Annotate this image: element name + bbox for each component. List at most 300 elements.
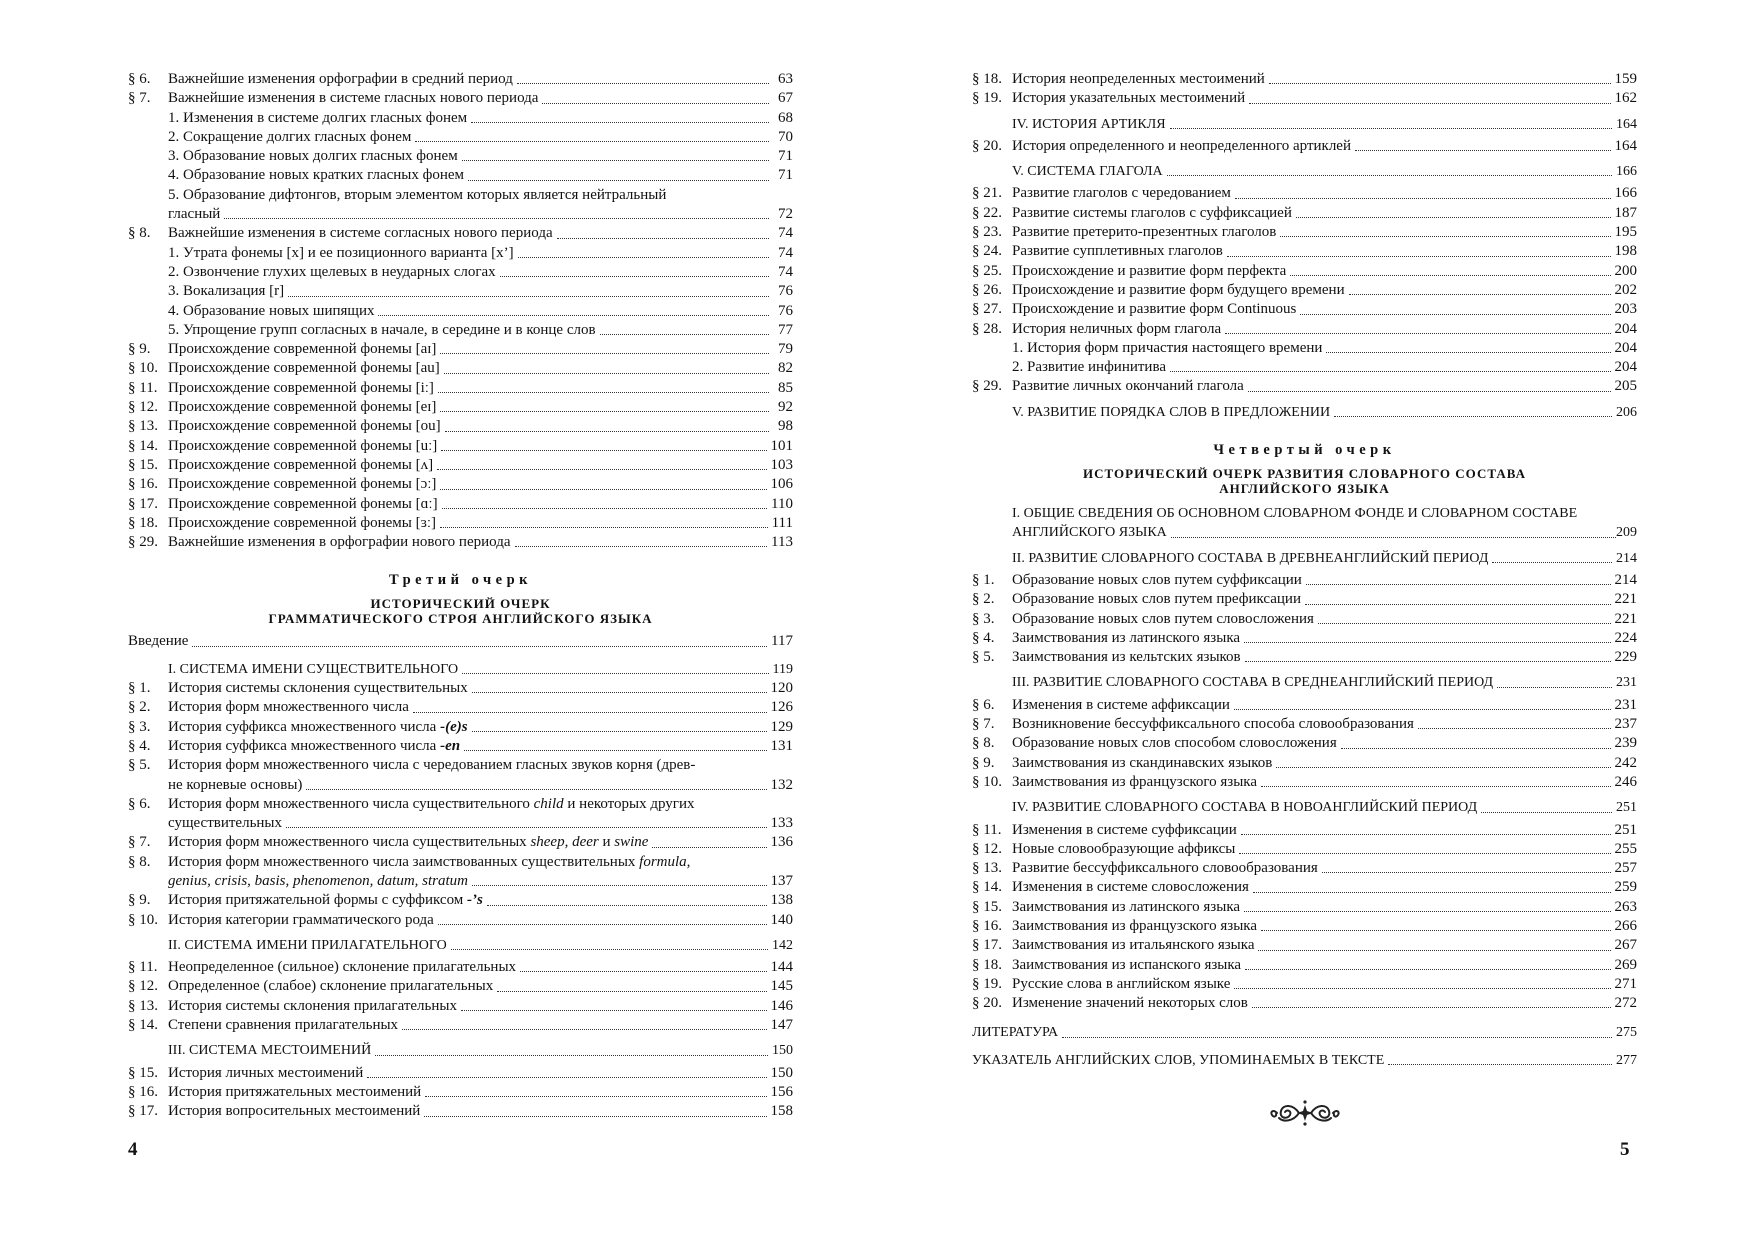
toc-entry[interactable] (128, 977, 793, 996)
page-number: 5 (1620, 1139, 1630, 1160)
toc-heading[interactable]: III. РАЗВИТИЕ СЛОВАРНОГО СОСТАВА В СРЕДНЕАНГЛИЙСКИЙ ПЕРИОД 231 (1012, 675, 1637, 691)
section-number: § 28. (972, 320, 1002, 337)
dot-leader (1326, 352, 1610, 353)
dot-leader (367, 1077, 766, 1078)
page-ref: 147 (770, 1017, 793, 1034)
dot-leader (1300, 314, 1610, 315)
toc-entry[interactable] (972, 629, 1637, 648)
toc-entry[interactable]: § 6. История форм множественного числа существительного child и некоторых других существительных 133 (128, 795, 793, 832)
entry-title: Происхождение современной фонемы [aɪ] (168, 341, 437, 358)
entry-title: История неличных форм глагола (1012, 320, 1222, 337)
page-ref: 159 (1614, 71, 1637, 87)
entry-title: Развитие глаголов с чередованием (1012, 185, 1231, 202)
page-ref: 76 (778, 283, 793, 300)
page-ref: 98 (778, 418, 793, 435)
entry-title: Происхождение и развитие форм будущего времени (1012, 281, 1345, 298)
toc-entry[interactable] (972, 137, 1637, 156)
toc-entry[interactable] (972, 696, 1637, 715)
dot-leader (1244, 911, 1610, 912)
toc-entry[interactable] (972, 754, 1637, 773)
toc-entry[interactable] (128, 1083, 793, 1102)
section-number: § 10. (128, 360, 158, 377)
toc-subentry[interactable] (128, 166, 793, 185)
page-ref: 204 (1614, 359, 1637, 376)
section-number: § 14. (972, 879, 1002, 896)
page-ref: 257 (1614, 860, 1637, 877)
page-ref: 101 (770, 437, 793, 454)
toc-list (128, 1064, 793, 1122)
dot-leader (652, 847, 766, 848)
essay-title: ИСТОРИЧЕСКИЙ ОЧЕРК ГРАММАТИЧЕСКОГО СТРОЯ АНГЛИЙСКОГО ЯЗЫКА (268, 596, 653, 627)
toc-entry[interactable] (972, 715, 1637, 734)
section-number: § 29. (128, 534, 158, 551)
dot-leader (461, 1010, 767, 1011)
dot-leader (1062, 1037, 1612, 1038)
dot-leader (1341, 748, 1611, 749)
toc-entry[interactable] (972, 281, 1637, 300)
page-ref: 221 (1614, 591, 1637, 608)
entry-title: 5. Образование дифтонгов, вторым элементом которых является нейтральный (168, 186, 667, 203)
entry-title: Происхождение современной фонемы [ɔː] (168, 476, 437, 493)
toc-subentry[interactable] (128, 147, 793, 166)
entry-title: 4. Образование новых шипящих (168, 302, 375, 319)
page-ref: 200 (1614, 262, 1637, 279)
page-ref: 158 (770, 1103, 793, 1120)
section-number: § 21. (972, 185, 1002, 202)
dot-leader (600, 334, 769, 335)
toc-subentry[interactable] (128, 186, 793, 225)
page-ref: 144 (770, 959, 793, 976)
page-ref: 187 (1614, 204, 1637, 221)
toc-entry-literature[interactable]: ЛИТЕРАТУРА 275 (972, 1025, 1637, 1041)
section-number: § 17. (128, 1103, 158, 1120)
toc-entry[interactable] (128, 533, 793, 552)
toc-subentry[interactable] (128, 109, 793, 128)
page-ref: 237 (1614, 716, 1637, 733)
toc-entry[interactable] (128, 359, 793, 378)
entry-title: Изменения в системе суффиксации (1012, 821, 1237, 838)
toc-entry-index[interactable]: УКАЗАТЕЛЬ АНГЛИЙСКИХ СЛОВ, УПОМИНАЕМЫХ В ТЕКСТЕ 277 (972, 1052, 1637, 1068)
dot-leader (468, 180, 769, 181)
dot-leader (415, 141, 769, 142)
toc-heading[interactable]: III. СИСТЕМА МЕСТОИМЕНИЙ 150 (168, 1043, 793, 1059)
dot-leader (375, 1055, 768, 1056)
dot-leader (1261, 786, 1610, 787)
entry-title: Новые словообразующие аффиксы (1012, 840, 1236, 857)
dot-leader (464, 750, 766, 751)
dot-leader (192, 646, 767, 647)
dot-leader (1418, 728, 1611, 729)
entry-title: История притяжательных местоимений (168, 1083, 422, 1100)
section-number: § 20. (972, 995, 1002, 1012)
dot-leader (442, 508, 767, 509)
dot-leader (515, 546, 768, 547)
section-number: § 6. (128, 71, 151, 87)
floral-ornament-icon (1267, 1098, 1343, 1128)
dot-leader (557, 238, 769, 239)
toc-subentry[interactable] (128, 321, 793, 340)
section-number: § 1. (972, 571, 995, 588)
section-number: § 10. (972, 773, 1002, 790)
toc-heading[interactable]: I. ОБЩИЕ СВЕДЕНИЯ ОБ ОСНОВНОМ СЛОВАРНОМ ФОНДЕ И СЛОВАРНОМ СОСТАВЕ АНГЛИЙСКОГО ЯЗЫКА 209 (1012, 506, 1637, 541)
toc-subentry[interactable] (972, 358, 1637, 377)
dot-leader (1241, 834, 1611, 835)
section-number: § 3. (972, 610, 995, 627)
dot-leader (437, 469, 766, 470)
entry-title: 5. Упрощение групп согласных в начале, в середине и в конце слов (168, 321, 596, 338)
toc-entry[interactable] (972, 878, 1637, 897)
entry-title: Развитие системы глаголов с суффиксацией (1012, 204, 1292, 221)
section-number: § 11. (128, 959, 158, 976)
toc-heading[interactable]: V. СИСТЕМА ГЛАГОЛА 166 (1012, 164, 1637, 180)
section-number: § 12. (128, 399, 158, 416)
entry-title: История указательных местоимений (1012, 90, 1246, 107)
entry-title: Происхождение и развитие форм перфекта (1012, 262, 1287, 279)
dot-leader (402, 1029, 766, 1030)
entry-title: Развитие личных окончаний глагола (1012, 378, 1244, 395)
dot-leader (1290, 275, 1610, 276)
dot-leader (1497, 687, 1612, 688)
toc-list (972, 571, 1637, 667)
essay-label: Четвертый очерк (1213, 442, 1396, 459)
toc-entry[interactable] (128, 398, 793, 417)
toc-list (972, 696, 1637, 792)
toc-entry[interactable] (128, 340, 793, 359)
toc-entry[interactable]: § 9. История притяжательной формы с суффиксом -’s 138 (128, 892, 793, 909)
page-ref: 72 (778, 206, 793, 223)
entry-title: История определенного и неопределенного артиклей (1012, 137, 1351, 154)
entry-title: 2. Сокращение долгих гласных фонем (168, 128, 412, 145)
section-number: § 20. (972, 137, 1002, 154)
section-number: § 7. (972, 716, 995, 733)
toc-entry[interactable]: § 1. История системы склонения существительных 120 (128, 680, 793, 697)
toc-entry-introduction[interactable]: Введение 117 (128, 633, 793, 650)
dot-leader (224, 218, 769, 219)
page-ref: 214 (1614, 571, 1637, 588)
page-ref: 68 (778, 109, 793, 126)
toc-entry[interactable] (128, 1016, 793, 1035)
toc-entry[interactable]: § 2. История форм множественного числа 126 (128, 699, 793, 716)
toc-entry[interactable] (128, 958, 793, 977)
dot-leader (286, 827, 766, 828)
page-ref: 71 (778, 167, 793, 184)
dot-leader (1261, 930, 1610, 931)
page-ref: 251 (1614, 821, 1637, 838)
toc-entry[interactable] (972, 956, 1637, 975)
dot-leader (440, 489, 766, 490)
toc-entry[interactable]: § 10. История категории грамматического рода 140 (128, 911, 793, 928)
page-ref: 242 (1614, 754, 1637, 771)
page-ref: 266 (1614, 917, 1637, 934)
entry-title: Развитие претерито-презентных глаголов (1012, 224, 1277, 241)
dot-leader (306, 789, 766, 790)
section-number: § 17. (972, 937, 1002, 954)
toc-entry[interactable] (972, 994, 1637, 1013)
page-ref: 255 (1614, 840, 1637, 857)
section-number: § 8. (128, 225, 151, 242)
page-ref: 79 (778, 341, 793, 358)
dot-leader (1306, 584, 1611, 585)
entry-title: 2. Озвончение глухих щелевых в неударных слогах (168, 263, 496, 280)
dot-leader (1269, 83, 1611, 84)
dot-leader (424, 1116, 766, 1117)
toc-entry[interactable] (972, 917, 1637, 936)
toc-entry[interactable] (128, 89, 793, 108)
page-number: 4 (128, 1139, 138, 1160)
toc-list (972, 137, 1637, 156)
toc-subentry[interactable] (128, 302, 793, 321)
toc-entry[interactable] (972, 204, 1637, 223)
page-ref: 63 (778, 71, 793, 87)
toc-entry[interactable] (128, 495, 793, 514)
entry-title: Важнейшие изменения в орфографии нового периода (168, 534, 511, 551)
toc-heading[interactable]: I. СИСТЕМА ИМЕНИ СУЩЕСТВИТЕЛЬНОГО 119 (168, 661, 793, 677)
toc-entry[interactable] (972, 840, 1637, 859)
dot-leader (1234, 709, 1611, 710)
entry-title: Заимствования из латинского языка (1012, 629, 1241, 646)
section-number: § 14. (128, 437, 158, 454)
dot-leader (487, 905, 767, 906)
toc-subentry[interactable] (128, 128, 793, 147)
section-number: § 12. (128, 978, 158, 995)
page-ref: 263 (1614, 898, 1637, 915)
toc-entry[interactable] (128, 997, 793, 1016)
entry-title: Происхождение современной фонемы [ou] (168, 418, 441, 435)
toc-list (128, 70, 793, 552)
section-number: § 17. (128, 495, 158, 512)
dot-leader (462, 673, 768, 674)
dot-leader (1481, 812, 1612, 813)
entry-title: Происхождение современной фонемы [ɜː] (168, 514, 437, 531)
toc-entry[interactable] (972, 571, 1637, 590)
entry-title: Образование новых слов путем словосложения (1012, 610, 1314, 627)
entry-title: История системы склонения прилагательных (168, 997, 457, 1014)
entry-title: Неопределенное (сильное) склонение прилагательных (168, 959, 517, 976)
toc-heading[interactable]: V. РАЗВИТИЕ ПОРЯДКА СЛОВ В ПРЕДЛОЖЕНИИ 206 (1012, 404, 1637, 420)
entry-title: Происхождение современной фонемы [au] (168, 360, 440, 377)
entry-title: Образование новых слов путем префиксации (1012, 591, 1301, 608)
dot-leader (1235, 198, 1611, 199)
dot-leader (1170, 371, 1610, 372)
section-number: § 13. (128, 418, 158, 435)
toc-entry[interactable] (972, 300, 1637, 319)
page-ref: 146 (770, 997, 793, 1014)
page-ref: 271 (1614, 975, 1637, 992)
page-ref: 103 (770, 456, 793, 473)
section-number: § 27. (972, 301, 1002, 318)
toc-entry[interactable] (128, 417, 793, 436)
section-number: § 12. (972, 840, 1002, 857)
toc-entry[interactable] (128, 437, 793, 456)
entry-title: Происхождение современной фонемы [eɪ] (168, 399, 437, 416)
toc-entry[interactable] (972, 936, 1637, 955)
entry-title: История личных местоимений (168, 1064, 364, 1081)
toc-subentry[interactable] (128, 244, 793, 263)
dot-leader (1249, 103, 1610, 104)
dot-leader (1334, 416, 1612, 417)
entry-title: Развитие супплетивных глаголов (1012, 243, 1223, 260)
page-ref: 71 (778, 148, 793, 165)
toc-entry[interactable] (972, 320, 1637, 339)
dot-leader (518, 257, 769, 258)
toc-list (972, 70, 1637, 109)
page-ref: 110 (771, 495, 793, 512)
toc-entry[interactable] (972, 262, 1637, 281)
toc-heading[interactable]: II. РАЗВИТИЕ СЛОВАРНОГО СОСТАВА В ДРЕВНЕАНГЛИЙСКИЙ ПЕРИОД 214 (1012, 550, 1637, 566)
toc-entry[interactable]: § 3. История суффикса множественного числа -(e)s 129 (128, 718, 793, 735)
toc-entry[interactable] (972, 610, 1637, 629)
dot-leader (517, 83, 769, 84)
dot-leader (451, 949, 768, 950)
dot-leader (444, 373, 769, 374)
entry-title: Происхождение современной фонемы [ʌ] (168, 456, 434, 473)
dot-leader (472, 731, 767, 732)
dot-leader (1296, 217, 1611, 218)
page-ref: 92 (778, 399, 793, 416)
dot-leader (438, 392, 769, 393)
section-number: § 18. (128, 514, 158, 531)
dot-leader (1492, 562, 1612, 563)
dot-leader (438, 924, 767, 925)
toc-entry[interactable] (972, 859, 1637, 878)
dot-leader (1322, 872, 1611, 873)
dot-leader (472, 885, 767, 886)
page-ref: 272 (1614, 995, 1637, 1012)
toc-subentry[interactable] (972, 339, 1637, 358)
toc-entry[interactable]: § 5. История форм множественного числа с чередованием гласных звуков корня (древ- не корневые основы) 132 (128, 757, 793, 793)
section-number: § 29. (972, 378, 1002, 395)
page-ref: 166 (1614, 185, 1637, 202)
page-ref: 231 (1614, 696, 1637, 713)
toc-entry[interactable] (128, 379, 793, 398)
toc-subentry[interactable] (128, 263, 793, 282)
dot-leader (1245, 661, 1611, 662)
section-number: § 13. (972, 860, 1002, 877)
section-number: § 5. (972, 649, 995, 666)
dot-leader (1252, 1007, 1611, 1008)
dot-leader (1170, 128, 1612, 129)
entry-title: 3. Образование новых долгих гласных фонем (168, 148, 458, 165)
page-ref: 74 (778, 244, 793, 261)
entry-title: Образование новых слов путем суффиксации (1012, 571, 1302, 588)
entry-title: Возникновение бессуффиксального способа словообразования (1012, 716, 1414, 733)
section-number: § 11. (128, 379, 158, 396)
page-ref: 82 (778, 360, 793, 377)
toc-entry[interactable] (128, 70, 793, 89)
page-ref: 150 (770, 1064, 793, 1081)
toc-entry[interactable] (972, 648, 1637, 667)
dot-leader (1239, 853, 1610, 854)
page-ref: 224 (1614, 629, 1637, 646)
entry-title: История вопросительных местоимений (168, 1103, 421, 1120)
toc-entry[interactable] (972, 975, 1637, 994)
page-ref: 229 (1614, 649, 1637, 666)
toc-entry[interactable] (972, 898, 1637, 917)
toc-list (972, 184, 1637, 396)
section-number: § 8. (972, 735, 995, 752)
toc-entry[interactable] (972, 773, 1637, 792)
entry-title: Изменения в системе аффиксации (1012, 696, 1230, 713)
entry-title: Заимствования из французского языка (1012, 773, 1258, 790)
section-number: § 2. (972, 591, 995, 608)
entry-title: Развитие бессуффиксального словообразования (1012, 860, 1318, 877)
toc-entry[interactable] (128, 514, 793, 533)
dot-leader (413, 712, 767, 713)
section-number: § 14. (128, 1017, 158, 1034)
entry-title: Заимствования из итальянского языка (1012, 937, 1255, 954)
dot-leader (497, 991, 766, 992)
section-number: § 15. (128, 1064, 158, 1081)
dot-leader (425, 1096, 766, 1097)
toc-entry[interactable] (972, 89, 1637, 108)
toc-entry[interactable] (128, 224, 793, 243)
toc-entry[interactable] (972, 821, 1637, 840)
toc-entry[interactable] (972, 734, 1637, 753)
entry-title: Изменения в системе словосложения (1012, 879, 1249, 896)
dot-leader (471, 122, 769, 123)
dot-leader (542, 103, 769, 104)
section-number: § 25. (972, 262, 1002, 279)
toc-subentry[interactable] (128, 282, 793, 301)
entry-title: Изменение значений некоторых слов (1012, 995, 1248, 1012)
toc-entry[interactable] (972, 223, 1637, 242)
toc-entry[interactable] (972, 242, 1637, 261)
entry-title: Русские слова в английском языке (1012, 975, 1231, 992)
section-number: § 11. (972, 821, 1002, 838)
toc-entry[interactable] (128, 456, 793, 475)
dot-leader (1227, 256, 1611, 257)
toc-heading[interactable]: II. СИСТЕМА ИМЕНИ ПРИЛАГАТЕЛЬНОГО 142 (168, 937, 793, 953)
toc-entry[interactable] (128, 475, 793, 494)
section-number: § 4. (972, 629, 995, 646)
entry-title: Происхождение современной фонемы [ɑː] (168, 495, 438, 512)
toc-entry[interactable]: § 8. История форм множественного числа заимствованных существительных formula, genius, crisis, basis, phenomenon, datum, stratum 137 (128, 853, 793, 889)
dot-leader (1244, 642, 1610, 643)
section-number: § 15. (128, 456, 158, 473)
toc-entry[interactable] (128, 1064, 793, 1083)
section-number: § 19. (972, 975, 1002, 992)
section-number: § 13. (128, 997, 158, 1014)
dot-leader (1318, 623, 1611, 624)
dot-leader (440, 411, 769, 412)
page-ref: 269 (1614, 956, 1637, 973)
toc-heading[interactable]: IV. РАЗВИТИЕ СЛОВАРНОГО СОСТАВА В НОВОАНГЛИЙСКИЙ ПЕРИОД 251 (1012, 800, 1637, 816)
toc-entry[interactable] (972, 184, 1637, 203)
section-number: § 16. (972, 917, 1002, 934)
toc-entry[interactable] (128, 1102, 793, 1121)
page-ref: 239 (1614, 735, 1637, 752)
entry-title: 1. Изменения в системе долгих гласных фонем (168, 109, 468, 126)
page-ref: 74 (778, 225, 793, 242)
section-number: § 16. (128, 1083, 158, 1100)
entry-title: 3. Вокализация [r] (168, 283, 285, 300)
page-ref: 113 (771, 534, 793, 551)
toc-entry[interactable] (972, 70, 1637, 89)
right-page (972, 70, 1637, 1070)
page-ref: 85 (778, 379, 793, 396)
toc-entry[interactable]: § 7. История форм множественного числа существительных sheep, deer и swine 136 (128, 834, 793, 851)
dot-leader (1280, 236, 1610, 237)
page-ref: 202 (1614, 281, 1637, 298)
section-number: § 18. (972, 956, 1002, 973)
section-number: § 9. (128, 341, 151, 358)
toc-heading[interactable]: IV. ИСТОРИЯ АРТИКЛЯ 164 (1012, 116, 1637, 132)
section-number: § 26. (972, 281, 1002, 298)
toc-entry[interactable] (972, 590, 1637, 609)
toc-entry[interactable] (972, 377, 1637, 396)
page-ref: 164 (1614, 137, 1637, 154)
toc-entry[interactable]: § 4. История суффикса множественного числа -en 131 (128, 737, 793, 754)
